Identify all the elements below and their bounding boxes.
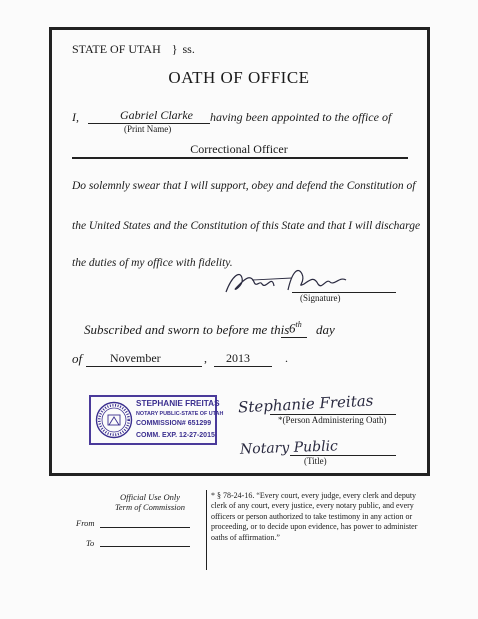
notary-seal	[95, 401, 133, 439]
sworn-text: Subscribed and sworn to before me this	[84, 322, 290, 337]
statute-footnote: * § 78-24-16. “Every court, every judge, every clerk and deputy clerk of any court, every justice, every notary public, and every officers or person authorized to take testimony in any action or proceeding, or to decide upon evidence, has power to administer oaths of affirmation.”	[211, 491, 418, 542]
notary-stamp	[89, 395, 224, 445]
administrator-signature: Stephanie Freitas	[237, 391, 374, 417]
day-word: day	[316, 322, 335, 337]
state-line	[72, 42, 195, 57]
date-comma: ,	[204, 351, 207, 365]
from-label: From	[76, 518, 95, 528]
signature-caption: (Signature)	[300, 293, 341, 303]
office-line	[72, 157, 408, 159]
office-name: Correctional Officer	[190, 142, 288, 156]
oath-line-1: Do solemnly swear that I will support, obey and defend the Constitution of	[72, 180, 416, 192]
brace: }	[171, 42, 178, 56]
page-title: OATH OF OFFICE	[168, 68, 310, 87]
i-prefix: I,	[72, 110, 79, 124]
sworn-day: 6th	[289, 320, 302, 336]
stamp-name: STEPHANIE FREITAS	[136, 399, 220, 408]
administrator-title: Notary Public	[239, 438, 339, 458]
sworn-year: 2013	[226, 351, 250, 365]
stamp-expiration: COMM. EXP. 12-27-2015	[136, 432, 215, 439]
state-label: STATE OF UTAH	[72, 42, 161, 56]
to-label: To	[86, 538, 95, 548]
oath-line-2: the United States and the Constitution of this State and that I will discharge	[72, 220, 421, 232]
title-caption: (Title)	[304, 456, 327, 466]
stamp-title: NOTARY PUBLIC-STATE OF UTAH	[136, 411, 224, 417]
term-of-commission: Term of Commission	[114, 502, 186, 512]
day-line	[281, 337, 307, 338]
official-use-heading: Official Use Only	[120, 492, 180, 502]
from-field[interactable]	[100, 527, 190, 528]
sworn-month: November	[110, 351, 161, 365]
year-line	[214, 366, 272, 367]
footnote-divider	[206, 490, 207, 570]
of-label: of	[72, 351, 83, 366]
appointment-text: having been appointed to the office of	[210, 110, 392, 124]
month-line	[86, 366, 202, 367]
date-period: .	[285, 351, 288, 365]
oath-line-3: the duties of my office with fidelity.	[72, 257, 233, 269]
administrator-caption: *(Person Administering Oath)	[278, 415, 387, 425]
ss-label: ss.	[182, 42, 195, 56]
name-caption: (Print Name)	[124, 124, 172, 134]
stamp-commission: COMMISSION# 651299	[136, 420, 212, 427]
to-field[interactable]	[100, 546, 190, 547]
printed-name: Gabriel Clarke	[120, 108, 193, 122]
